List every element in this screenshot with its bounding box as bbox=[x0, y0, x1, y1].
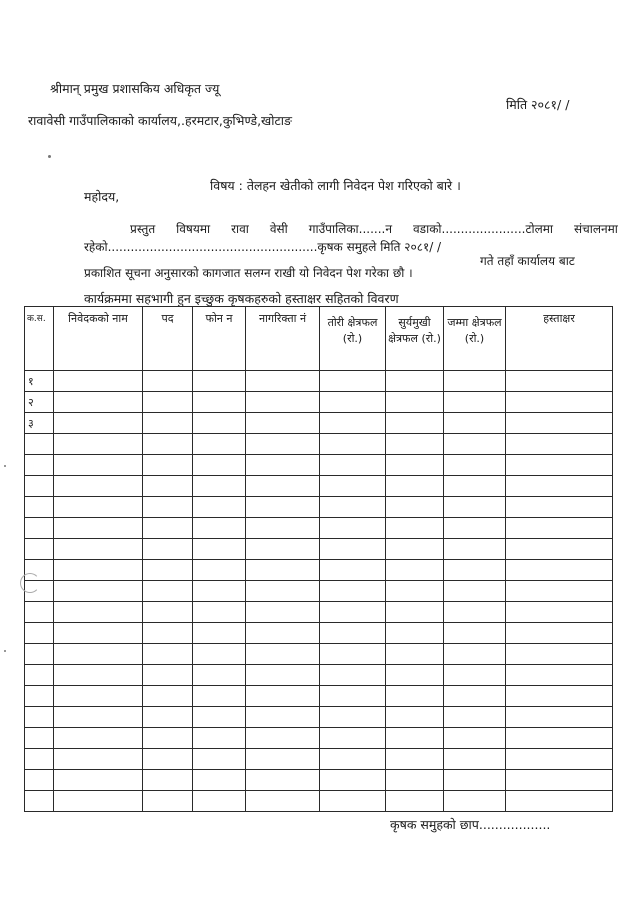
table-cell bbox=[320, 623, 386, 644]
table-cell bbox=[246, 644, 320, 665]
table-cell bbox=[246, 602, 320, 623]
table-cell bbox=[320, 770, 386, 791]
table-cell bbox=[320, 371, 386, 392]
row-serial-number bbox=[25, 770, 54, 791]
scan-speck bbox=[4, 650, 6, 652]
table-cell bbox=[444, 686, 506, 707]
table-cell bbox=[54, 791, 143, 812]
table-cell bbox=[193, 602, 246, 623]
table-cell bbox=[444, 476, 506, 497]
body-word: संचालनमा bbox=[574, 222, 618, 236]
table-cell bbox=[506, 476, 613, 497]
table-cell bbox=[444, 665, 506, 686]
table-cell bbox=[193, 413, 246, 434]
table-cell bbox=[444, 728, 506, 749]
table-cell bbox=[386, 497, 444, 518]
table-cell bbox=[320, 686, 386, 707]
body-line-3: प्रकाशित सूचना अनुसारको कागजात सलग्न राखी यो निवेदन पेश गरेका छौ । bbox=[84, 266, 413, 280]
table-cell bbox=[444, 770, 506, 791]
table-cell bbox=[143, 518, 193, 539]
col-header-signature: हस्ताक्षर bbox=[506, 307, 613, 371]
table-row bbox=[25, 539, 613, 560]
table-cell bbox=[193, 644, 246, 665]
table-cell bbox=[320, 455, 386, 476]
col-header-total-area: जम्मा क्षेत्रफल (रो.) bbox=[444, 307, 506, 371]
table-cell bbox=[386, 371, 444, 392]
table-cell bbox=[143, 413, 193, 434]
table-row bbox=[25, 455, 613, 476]
row-serial-number: ३ bbox=[25, 413, 54, 434]
table-cell bbox=[143, 560, 193, 581]
table-cell bbox=[444, 413, 506, 434]
table-cell bbox=[444, 707, 506, 728]
row-serial-number: १ bbox=[25, 371, 54, 392]
table-cell bbox=[193, 686, 246, 707]
table-cell bbox=[320, 560, 386, 581]
addressee-line1: श्रीमान् प्रमुख प्रशासकिय अधिकृत ज्यू bbox=[50, 81, 220, 96]
table-cell bbox=[386, 665, 444, 686]
col-header-phone: फोन न bbox=[193, 307, 246, 371]
table-cell bbox=[54, 770, 143, 791]
table-row bbox=[25, 560, 613, 581]
table-cell bbox=[246, 476, 320, 497]
row-serial-number bbox=[25, 644, 54, 665]
table-cell bbox=[506, 413, 613, 434]
table-cell bbox=[386, 518, 444, 539]
body-line-1 bbox=[130, 220, 618, 237]
table-cell bbox=[193, 791, 246, 812]
scan-speck bbox=[48, 155, 51, 158]
table-row bbox=[25, 413, 613, 434]
table-cell bbox=[320, 665, 386, 686]
col-header-mustard-area: तोरी क्षेत्रफल (रो.) bbox=[320, 307, 386, 371]
table-cell bbox=[506, 707, 613, 728]
table-cell bbox=[143, 476, 193, 497]
table-cell bbox=[386, 581, 444, 602]
punch-hole-mark bbox=[20, 573, 40, 593]
col-header-sunflower-area: सुर्यमुखी क्षेत्रफल (रो.) bbox=[386, 307, 444, 371]
table-cell bbox=[444, 392, 506, 413]
body-word: रावा bbox=[231, 222, 249, 236]
table-cell bbox=[320, 518, 386, 539]
table-cell bbox=[54, 497, 143, 518]
table-cell bbox=[506, 791, 613, 812]
table-cell bbox=[143, 434, 193, 455]
subject-line: विषय : तेलहन खेतीको लागी निवेदन पेश गरिएको बारे । bbox=[210, 178, 461, 193]
table-cell bbox=[386, 413, 444, 434]
table-cell bbox=[320, 581, 386, 602]
table-row bbox=[25, 581, 613, 602]
table-cell bbox=[54, 644, 143, 665]
table-cell bbox=[386, 728, 444, 749]
table-cell bbox=[386, 791, 444, 812]
table-cell bbox=[246, 371, 320, 392]
table-cell bbox=[506, 455, 613, 476]
table-cell bbox=[386, 392, 444, 413]
table-cell bbox=[143, 749, 193, 770]
table-cell bbox=[320, 707, 386, 728]
table-cell bbox=[444, 560, 506, 581]
signature-table bbox=[24, 306, 613, 812]
row-serial-number bbox=[25, 665, 54, 686]
table-cell bbox=[386, 560, 444, 581]
table-row bbox=[25, 770, 613, 791]
table-cell bbox=[246, 392, 320, 413]
table-cell bbox=[320, 539, 386, 560]
table-row bbox=[25, 497, 613, 518]
col-header-citizenship: नागरिक्ता नं bbox=[246, 307, 320, 371]
table-cell bbox=[506, 686, 613, 707]
table-row bbox=[25, 749, 613, 770]
col-header-position: पद bbox=[143, 307, 193, 371]
body-line-2-left: रहेको.......................................................कृषक समुहले मिति २०८१/ / bbox=[84, 240, 442, 254]
table-cell bbox=[246, 665, 320, 686]
table-cell bbox=[506, 560, 613, 581]
table-cell bbox=[320, 497, 386, 518]
table-cell bbox=[54, 749, 143, 770]
table-cell bbox=[54, 455, 143, 476]
table-cell bbox=[246, 560, 320, 581]
table-cell bbox=[444, 455, 506, 476]
row-serial-number bbox=[25, 539, 54, 560]
table-cell bbox=[246, 749, 320, 770]
row-serial-number: २ bbox=[25, 392, 54, 413]
row-serial-number bbox=[25, 707, 54, 728]
table-cell bbox=[193, 392, 246, 413]
table-cell bbox=[193, 707, 246, 728]
table-row bbox=[25, 623, 613, 644]
table-cell bbox=[143, 623, 193, 644]
col-header-applicant-name: निवेदकको नाम bbox=[54, 307, 143, 371]
table-cell bbox=[143, 728, 193, 749]
date-field: मिति २०८१/ / bbox=[506, 97, 570, 112]
table-cell bbox=[143, 371, 193, 392]
table-cell bbox=[246, 539, 320, 560]
table-cell bbox=[246, 791, 320, 812]
body-word: गाउँपालिका.......न bbox=[308, 222, 393, 236]
table-cell bbox=[386, 686, 444, 707]
table-cell bbox=[54, 686, 143, 707]
row-serial-number bbox=[25, 476, 54, 497]
table-cell bbox=[386, 539, 444, 560]
table-cell bbox=[143, 455, 193, 476]
row-serial-number bbox=[25, 728, 54, 749]
table-cell bbox=[506, 392, 613, 413]
table-cell bbox=[320, 728, 386, 749]
table-cell bbox=[143, 581, 193, 602]
row-serial-number bbox=[25, 518, 54, 539]
table-cell bbox=[54, 623, 143, 644]
table-cell bbox=[54, 371, 143, 392]
row-serial-number bbox=[25, 497, 54, 518]
table-cell bbox=[444, 539, 506, 560]
table-cell bbox=[54, 518, 143, 539]
table-cell bbox=[320, 791, 386, 812]
table-cell bbox=[386, 644, 444, 665]
table-cell bbox=[54, 539, 143, 560]
table-cell bbox=[444, 518, 506, 539]
table-cell bbox=[444, 371, 506, 392]
table-cell bbox=[54, 434, 143, 455]
col-header-serial: क.स. bbox=[25, 307, 54, 371]
table-cell bbox=[320, 749, 386, 770]
table-cell bbox=[193, 623, 246, 644]
table-header-row bbox=[25, 307, 613, 371]
row-serial-number bbox=[25, 434, 54, 455]
scan-speck bbox=[4, 465, 6, 467]
group-stamp-line: कृषक समुहको छाप.................. bbox=[390, 817, 551, 832]
table-cell bbox=[506, 728, 613, 749]
table-cell bbox=[386, 434, 444, 455]
table-cell bbox=[143, 770, 193, 791]
table-cell bbox=[320, 644, 386, 665]
table-cell bbox=[246, 707, 320, 728]
table-cell bbox=[444, 749, 506, 770]
table-cell bbox=[444, 497, 506, 518]
table-cell bbox=[386, 707, 444, 728]
table-cell bbox=[444, 602, 506, 623]
body-word: विषयमा bbox=[176, 222, 211, 236]
table-cell bbox=[506, 581, 613, 602]
body-word: प्रस्तुत bbox=[130, 222, 156, 236]
table-cell bbox=[143, 539, 193, 560]
table-row bbox=[25, 392, 613, 413]
table-row bbox=[25, 686, 613, 707]
table-cell bbox=[143, 602, 193, 623]
table-cell bbox=[506, 371, 613, 392]
table-cell bbox=[246, 413, 320, 434]
table-cell bbox=[54, 602, 143, 623]
table-cell bbox=[506, 497, 613, 518]
body-line-2-right: गते तहाँ कार्यालय बाट bbox=[480, 254, 575, 268]
table-cell bbox=[506, 644, 613, 665]
table-row bbox=[25, 665, 613, 686]
table-cell bbox=[193, 539, 246, 560]
body-word: वेसी bbox=[269, 222, 288, 236]
table-row bbox=[25, 791, 613, 812]
table-cell bbox=[54, 560, 143, 581]
salutation: महोदय, bbox=[84, 189, 120, 204]
table-cell bbox=[444, 791, 506, 812]
table-cell bbox=[320, 392, 386, 413]
table-cell bbox=[193, 518, 246, 539]
table-cell bbox=[193, 749, 246, 770]
table-cell bbox=[506, 602, 613, 623]
table-cell bbox=[246, 623, 320, 644]
table-cell bbox=[386, 770, 444, 791]
table-row bbox=[25, 476, 613, 497]
table-cell bbox=[320, 476, 386, 497]
row-serial-number bbox=[25, 791, 54, 812]
table-cell bbox=[54, 728, 143, 749]
table-cell bbox=[246, 455, 320, 476]
table-cell bbox=[506, 434, 613, 455]
table-row bbox=[25, 371, 613, 392]
table-cell bbox=[444, 434, 506, 455]
table-cell bbox=[143, 707, 193, 728]
table-cell bbox=[54, 707, 143, 728]
table-row bbox=[25, 434, 613, 455]
table-cell bbox=[54, 413, 143, 434]
table-cell bbox=[54, 665, 143, 686]
table-cell bbox=[506, 623, 613, 644]
table-cell bbox=[386, 602, 444, 623]
table-row bbox=[25, 644, 613, 665]
row-serial-number bbox=[25, 686, 54, 707]
table-cell bbox=[54, 392, 143, 413]
table-cell bbox=[54, 476, 143, 497]
table-cell bbox=[246, 497, 320, 518]
addressee-line2: रावावेसी गाउँपालिकाको कार्यालय,.हरमटार,कुभिण्डे,खोटाङ bbox=[28, 113, 293, 128]
table-cell bbox=[246, 434, 320, 455]
table-cell bbox=[506, 539, 613, 560]
row-serial-number bbox=[25, 749, 54, 770]
table-cell bbox=[246, 581, 320, 602]
table-cell bbox=[193, 728, 246, 749]
table-cell bbox=[193, 770, 246, 791]
row-serial-number bbox=[25, 623, 54, 644]
table-cell bbox=[506, 665, 613, 686]
table-cell bbox=[246, 728, 320, 749]
table-cell bbox=[386, 476, 444, 497]
table-cell bbox=[444, 644, 506, 665]
table-title: कार्यक्रममा सहभागी हुन इच्छुक कृषकहरुको हस्ताक्षर सहितको विवरण bbox=[84, 291, 399, 306]
table-cell bbox=[193, 371, 246, 392]
body-word: वडाको......................टोलमा bbox=[413, 222, 554, 236]
table-cell bbox=[54, 581, 143, 602]
table-row bbox=[25, 602, 613, 623]
table-cell bbox=[320, 602, 386, 623]
table-cell bbox=[444, 623, 506, 644]
table-cell bbox=[143, 644, 193, 665]
table-row bbox=[25, 728, 613, 749]
table-cell bbox=[506, 518, 613, 539]
row-serial-number bbox=[25, 455, 54, 476]
table-row bbox=[25, 707, 613, 728]
table-cell bbox=[246, 770, 320, 791]
table-cell bbox=[193, 497, 246, 518]
table-cell bbox=[193, 665, 246, 686]
table-cell bbox=[193, 581, 246, 602]
table-cell bbox=[386, 455, 444, 476]
table-cell bbox=[320, 413, 386, 434]
table-cell bbox=[143, 392, 193, 413]
table-cell bbox=[246, 518, 320, 539]
table-cell bbox=[506, 770, 613, 791]
table-cell bbox=[143, 686, 193, 707]
table-row bbox=[25, 518, 613, 539]
table-cell bbox=[506, 749, 613, 770]
table-cell bbox=[143, 665, 193, 686]
row-serial-number bbox=[25, 602, 54, 623]
table-cell bbox=[143, 791, 193, 812]
table-cell bbox=[320, 434, 386, 455]
table-cell bbox=[193, 434, 246, 455]
table-cell bbox=[246, 686, 320, 707]
table-cell bbox=[193, 455, 246, 476]
table-cell bbox=[193, 560, 246, 581]
table-cell bbox=[386, 623, 444, 644]
table-cell bbox=[386, 749, 444, 770]
table-cell bbox=[444, 581, 506, 602]
table-cell bbox=[193, 476, 246, 497]
table-cell bbox=[143, 497, 193, 518]
